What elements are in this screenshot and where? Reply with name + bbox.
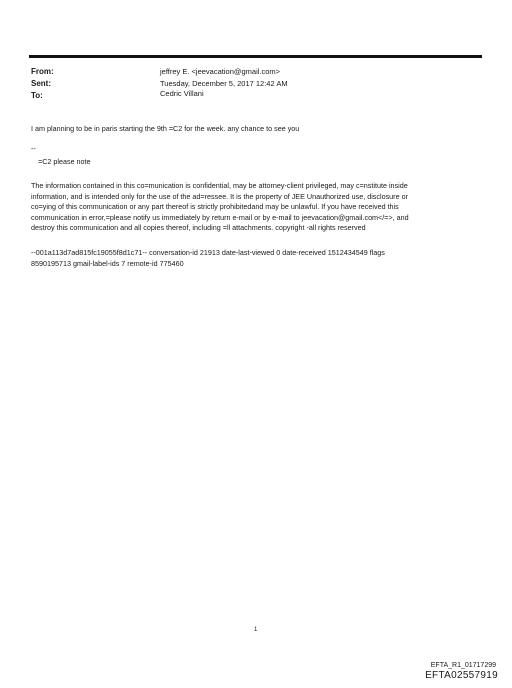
signature-note: =C2 please note [38, 157, 91, 166]
disclaimer-line: information, and is intended only for the use of the ad=ressee. It is the property of JEE Unauthorized use, disclosure or [31, 191, 408, 201]
message-metadata [31, 248, 385, 269]
bates-stamp-small: EFTA_R1_01717299 [430, 662, 496, 669]
sent-value: Tuesday, December 5, 2017 12:42 AM [160, 79, 288, 88]
metadata-line: 8590195713 gmail-label-ids 7 remote-id 775460 [31, 258, 184, 268]
disclaimer-line: destroy this communication and all copies thereof, including =ll attachments. copyright -all rights reserved [31, 223, 366, 233]
sent-label: Sent: [31, 79, 51, 88]
bates-stamp-large: EFTA02557919 [425, 670, 498, 681]
from-label: From: [31, 67, 54, 76]
disclaimer-line: communication in error,=please notify us immediately by return e-mail or by e-mail to jeevacation@gmail.com</=>, and [31, 212, 409, 222]
header-rule [29, 55, 482, 58]
email-body: I am planning to be in paris starting the 9th =C2 for the week. any chance to see you [31, 124, 300, 133]
metadata-line: --001a113d7ad815fc19055f8d1c71-- conversation-id 21913 date-last-viewed 0 date-received 1512434549 flags [31, 248, 385, 257]
from-value: jeffrey E. <jeevacation@gmail.com> [160, 67, 281, 76]
page-number: 1 [254, 627, 258, 633]
to-value: Cedric Villani [160, 89, 204, 98]
signature-separator: -- [31, 146, 36, 153]
disclaimer-line: The information contained in this co=munication is confidential, may be attorney-client privileged, may c=nstitute inside [31, 181, 408, 190]
confidentiality-disclaimer [31, 181, 491, 234]
disclaimer-line: co=ying of this communication or any part thereof is strictly prohibitedand may be unlawful. If you have received this [31, 202, 399, 212]
to-label: To: [31, 91, 43, 100]
